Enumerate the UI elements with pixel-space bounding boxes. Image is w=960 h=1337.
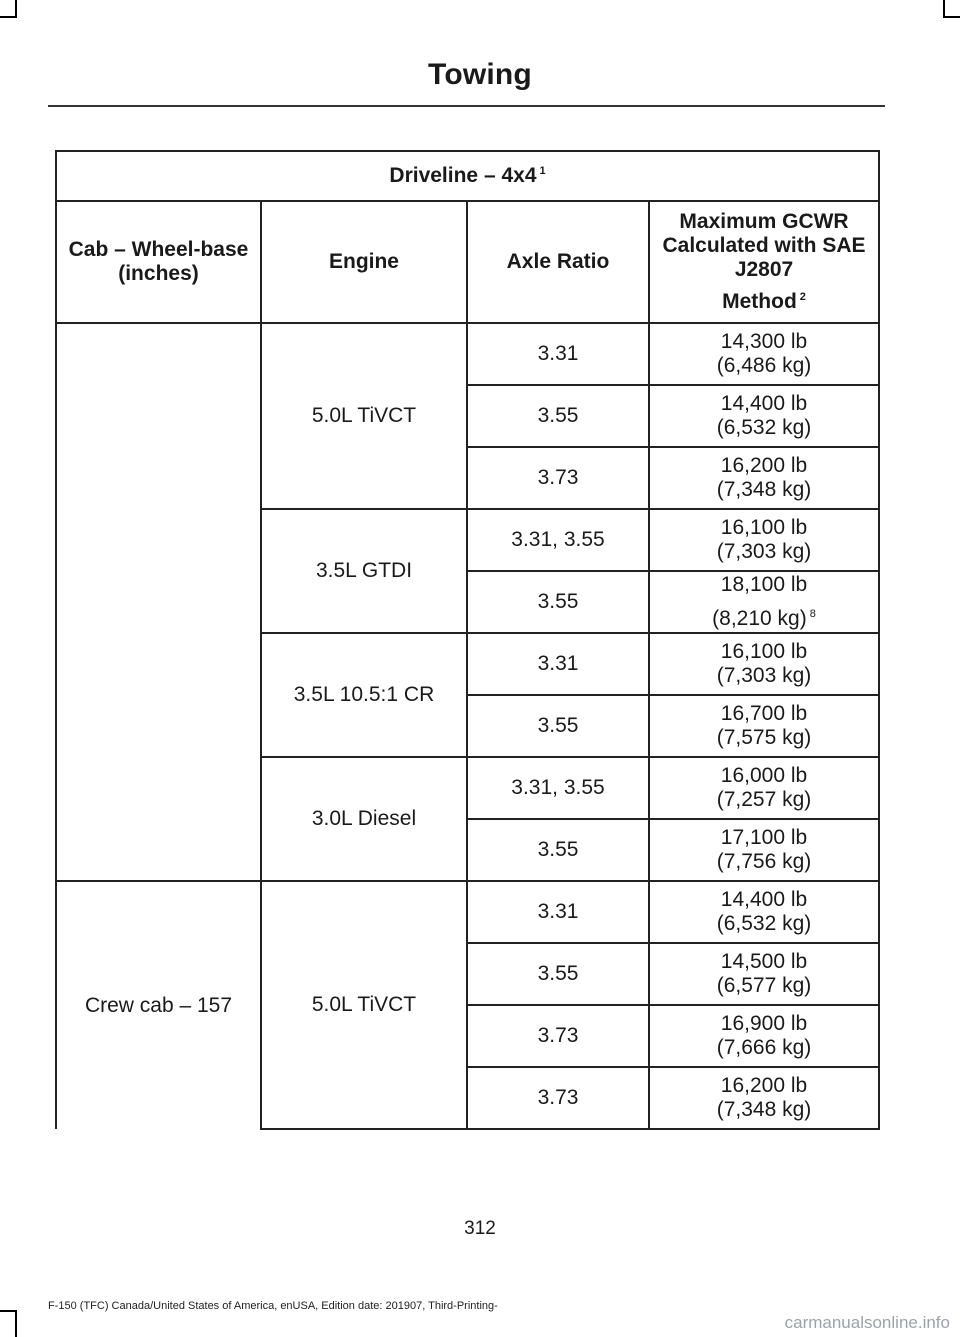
gcwr-lb: 16,000 lb [720, 764, 808, 788]
axle-ratio-cell: 3.73 [467, 447, 649, 509]
axle-ratio-cell: 3.55 [467, 819, 649, 881]
gcwr-cell [649, 571, 879, 633]
axle-ratio-cell: 3.55 [467, 385, 649, 447]
gcwr-cell [649, 509, 879, 571]
column-header-axle-ratio: Axle Ratio [467, 201, 649, 323]
gcwr-cell [649, 819, 879, 881]
gcwr-cell [649, 757, 879, 819]
gcwr-cell [649, 385, 879, 447]
engine-cell: 3.5L GTDI [261, 509, 467, 633]
page-number: 312 [464, 1218, 496, 1239]
engine-cell: 3.0L Diesel [261, 757, 467, 881]
page-title: Towing [428, 58, 532, 91]
gcwr-kg: (7,303 kg) [716, 664, 812, 687]
table-caption-row [56, 151, 879, 201]
gcwr-lb: 16,100 lb [720, 516, 808, 540]
towing-spec-table [55, 150, 880, 1130]
table-body [56, 323, 879, 1129]
column-header-max-gcwr: Maximum GCWR Calculated with SAE J2807 Method $^2$ [649, 201, 879, 323]
gcwr-lb: 14,300 lb [720, 330, 808, 354]
gcwr-cell [649, 695, 879, 757]
engine-cell: 5.0L TiVCT [261, 323, 467, 509]
footnote-ref: 1 [539, 165, 546, 177]
gcwr-cell [649, 943, 879, 1005]
gcwr-cell [649, 881, 879, 943]
gcwr-cell [649, 633, 879, 695]
axle-ratio-cell: 3.55 [467, 571, 649, 633]
axle-ratio-cell: 3.31 [467, 881, 649, 943]
axle-ratio-cell: 3.31, 3.55 [467, 757, 649, 819]
watermark: carmanualsonline.info [784, 1313, 950, 1332]
gcwr-lb: 16,700 lb [720, 702, 808, 726]
gcwr-kg: (7,303 kg) [716, 540, 812, 563]
gcwr-lb: 16,100 lb [720, 640, 808, 664]
crop-mark [0, 1310, 17, 1312]
engine-cell: 5.0L TiVCT [261, 881, 467, 1129]
footer-edition-text: F-150 (TFC) Canada/United States of America, enUSA, Edition date: 201907, Third-Printing- [48, 1300, 498, 1312]
gcwr-lb: 14,400 lb [720, 392, 808, 416]
axle-ratio-cell: 3.31 [467, 323, 649, 385]
gcwr-kg: (6,532 kg) [716, 912, 812, 935]
gcwr-lb: 16,900 lb [720, 1012, 808, 1036]
gcwr-kg: (6,486 kg) [716, 354, 812, 377]
gcwr-kg: (7,575 kg) [716, 726, 812, 749]
axle-ratio-cell: 3.55 [467, 695, 649, 757]
gcwr-kg: (6,577 kg) [716, 974, 812, 997]
table-caption: Driveline – 4x4 $^1$ [56, 151, 879, 201]
cab-cell: Crew cab – 157 [56, 881, 261, 1129]
gcwr-lb: 17,100 lb [720, 826, 808, 850]
gcwr-kg: (7,756 kg) [716, 850, 812, 873]
gcwr-kg: (6,532 kg) [716, 416, 812, 439]
column-header-cab: Cab – Wheel-base (inches) [56, 201, 261, 323]
axle-ratio-cell: 3.31, 3.55 [467, 509, 649, 571]
table-header-row [56, 201, 879, 323]
gcwr-cell [649, 1067, 879, 1129]
gcwr-cell [649, 323, 879, 385]
gcwr-cell [649, 1005, 879, 1067]
axle-ratio-cell: 3.55 [467, 943, 649, 1005]
footnote-ref: 2 [799, 291, 806, 304]
axle-ratio-cell: 3.73 [467, 1005, 649, 1067]
gcwr-kg: (7,348 kg) [716, 478, 812, 501]
gcwr-lb: 18,100 lb [720, 573, 808, 597]
axle-ratio-cell: 3.73 [467, 1067, 649, 1129]
engine-cell: 3.5L 10.5:1 CR [261, 633, 467, 757]
crop-mark [943, 16, 960, 18]
gcwr-lb: 14,400 lb [720, 888, 808, 912]
gcwr-lb: 16,200 lb [720, 454, 808, 478]
axle-ratio-cell: 3.31 [467, 633, 649, 695]
cab-cell [56, 323, 261, 881]
gcwr-kg: (7,257 kg) [716, 788, 812, 811]
crop-mark [15, 1310, 17, 1337]
crop-mark [0, 16, 17, 18]
table-row [56, 323, 879, 385]
gcwr-kg: (7,348 kg) [716, 1098, 812, 1121]
gcwr-kg: (8,210 kg) [712, 607, 807, 630]
column-header-engine: Engine [261, 201, 467, 323]
footnote-ref: 8 [809, 608, 816, 620]
table-row [56, 881, 879, 943]
gcwr-lb: 14,500 lb [720, 950, 808, 974]
gcwr-kg: (7,666 kg) [716, 1036, 812, 1059]
gcwr-cell [649, 447, 879, 509]
gcwr-lb: 16,200 lb [720, 1074, 808, 1098]
title-divider [48, 105, 885, 107]
